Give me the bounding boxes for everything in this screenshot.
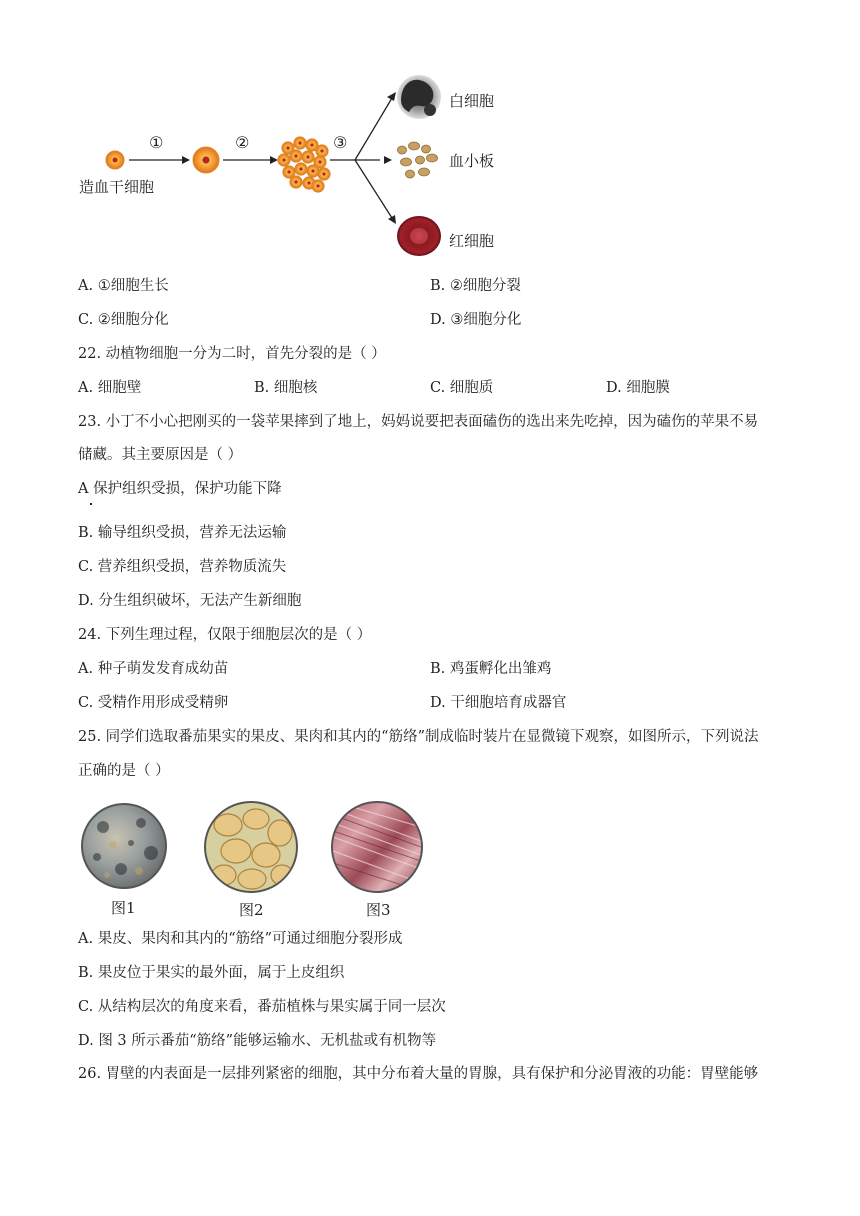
arrow-2 bbox=[223, 156, 278, 164]
cell-differentiation-diagram bbox=[0, 0, 860, 270]
q26-stem-line1: 26. 胃壁的内表面是一层排列紧密的细胞，其中分布着大量的胃腺，具有保护和分泌胃液的功能：胃壁能够 bbox=[78, 1066, 759, 1082]
figure-2-caption: 图2 bbox=[239, 901, 264, 919]
cluster-cell-nucleus bbox=[299, 167, 302, 170]
vascular-texture bbox=[333, 803, 421, 891]
cluster-cell-nucleus bbox=[306, 155, 309, 158]
micrograph-1-peel bbox=[81, 803, 167, 889]
cluster-cell-nucleus bbox=[316, 184, 319, 187]
cluster-cell-nucleus bbox=[320, 149, 323, 152]
platelet bbox=[416, 156, 425, 164]
cluster-cell-nucleus bbox=[311, 169, 314, 172]
q24-option-d: D. 干细胞培育成器官 bbox=[430, 695, 567, 711]
branch-arrows bbox=[330, 92, 396, 224]
white-blood-cell-icon bbox=[397, 75, 441, 119]
q22-option-b: B. 细胞核 bbox=[254, 380, 318, 396]
q21-option-a: A. ①细胞生长 bbox=[78, 278, 169, 294]
stem-cell-label: 造血干细胞 bbox=[79, 178, 155, 196]
step-2-label: ② bbox=[235, 133, 250, 152]
figure-3-caption: 图3 bbox=[366, 901, 391, 919]
q25-option-b: B. 果皮位于果实的最外面，属于上皮组织 bbox=[78, 965, 345, 981]
stem-cell-icon bbox=[106, 151, 124, 169]
figure-1-caption: 图1 bbox=[111, 899, 136, 917]
q21-option-b: B. ②细胞分裂 bbox=[430, 278, 521, 294]
cluster-cell-nucleus bbox=[287, 170, 290, 173]
q23-option-a: A 保护组织受损，保护功能下降 bbox=[78, 481, 282, 497]
flesh-cells-texture bbox=[206, 803, 296, 891]
q24-option-b: B. 鸡蛋孵化出雏鸡 bbox=[430, 661, 552, 677]
q24-option-c: C. 受精作用形成受精卵 bbox=[78, 695, 229, 711]
micrograph-3-vascular bbox=[331, 801, 423, 893]
q24-option-a: A. 种子萌发发育成幼苗 bbox=[78, 661, 229, 677]
q23-stem-line2: 储藏。其主要原因是（ ） bbox=[78, 447, 243, 463]
q22-option-a: A. 细胞壁 bbox=[78, 380, 142, 396]
red-blood-cell-icon bbox=[397, 216, 441, 256]
platelet bbox=[427, 154, 438, 162]
platelet-label: 血小板 bbox=[449, 152, 495, 170]
step-3-label: ③ bbox=[333, 133, 348, 152]
q25-stem-line1: 25. 同学们选取番茄果实的果皮、果肉和其内的“筋络”制成临时装片在显微镜下观察，如图所示，下列说法 bbox=[78, 729, 759, 745]
q23-stem-line1: 23. 小丁不小心把刚买的一袋苹果摔到了地上，妈妈说要把表面磕伤的选出来先吃掉，因为磕伤的苹果不易 bbox=[78, 414, 759, 430]
platelet bbox=[419, 168, 430, 176]
q23-option-d: D. 分生组织破坏，无法产生新细胞 bbox=[78, 593, 302, 609]
diagram-graphics bbox=[0, 0, 860, 270]
cluster-cell-nucleus bbox=[282, 158, 285, 161]
cluster-cell-nucleus bbox=[294, 180, 297, 183]
cluster-cell-nucleus bbox=[298, 141, 301, 144]
platelet bbox=[398, 146, 407, 154]
cluster-cell-nucleus bbox=[310, 143, 313, 146]
cluster-cell-nucleus bbox=[307, 181, 310, 184]
cluster-cell-nucleus bbox=[286, 146, 289, 149]
q22-stem: 22. 动植物细胞一分为二时，首先分裂的是（ ） bbox=[78, 346, 386, 362]
platelets-icon bbox=[398, 142, 438, 178]
stray-dot bbox=[90, 503, 92, 505]
platelet bbox=[422, 145, 431, 153]
q25-option-a: A. 果皮、果肉和其内的“筋络”可通过细胞分裂形成 bbox=[78, 931, 403, 947]
platelet bbox=[406, 170, 415, 178]
q25-option-d: D. 图 3 所示番茄“筋络”能够运输水、无机盐或有机物等 bbox=[78, 1033, 437, 1049]
q21-option-c: C. ②细胞分化 bbox=[78, 312, 169, 328]
grown-cell-icon bbox=[193, 147, 219, 173]
q23-option-c: C. 营养组织受损，营养物质流失 bbox=[78, 559, 287, 575]
q25-stem-line2: 正确的是（ ） bbox=[78, 763, 170, 779]
platelet bbox=[409, 142, 420, 150]
q22-option-d: D. 细胞膜 bbox=[606, 380, 670, 396]
cell-cluster-icon bbox=[278, 137, 330, 192]
q23-option-b: B. 输导组织受损，营养无法运输 bbox=[78, 525, 287, 541]
q22-option-c: C. 细胞质 bbox=[430, 380, 494, 396]
cluster-cell-nucleus bbox=[318, 160, 321, 163]
cluster-cell-nucleus bbox=[294, 154, 297, 157]
red-blood-cell-label: 红细胞 bbox=[449, 232, 495, 250]
step-1-label: ① bbox=[149, 133, 164, 152]
peel-texture bbox=[83, 805, 165, 887]
q24-stem: 24. 下列生理过程，仅限于细胞层次的是（ ） bbox=[78, 627, 372, 643]
white-blood-cell-label: 白细胞 bbox=[449, 92, 495, 110]
cluster-cell-nucleus bbox=[322, 172, 325, 175]
arrow-1 bbox=[129, 156, 190, 164]
micrograph-2-flesh bbox=[204, 801, 298, 893]
q21-option-d: D. ③细胞分化 bbox=[430, 312, 522, 328]
platelet bbox=[401, 158, 412, 166]
q25-option-c: C. 从结构层次的角度来看，番茄植株与果实属于同一层次 bbox=[78, 999, 446, 1015]
